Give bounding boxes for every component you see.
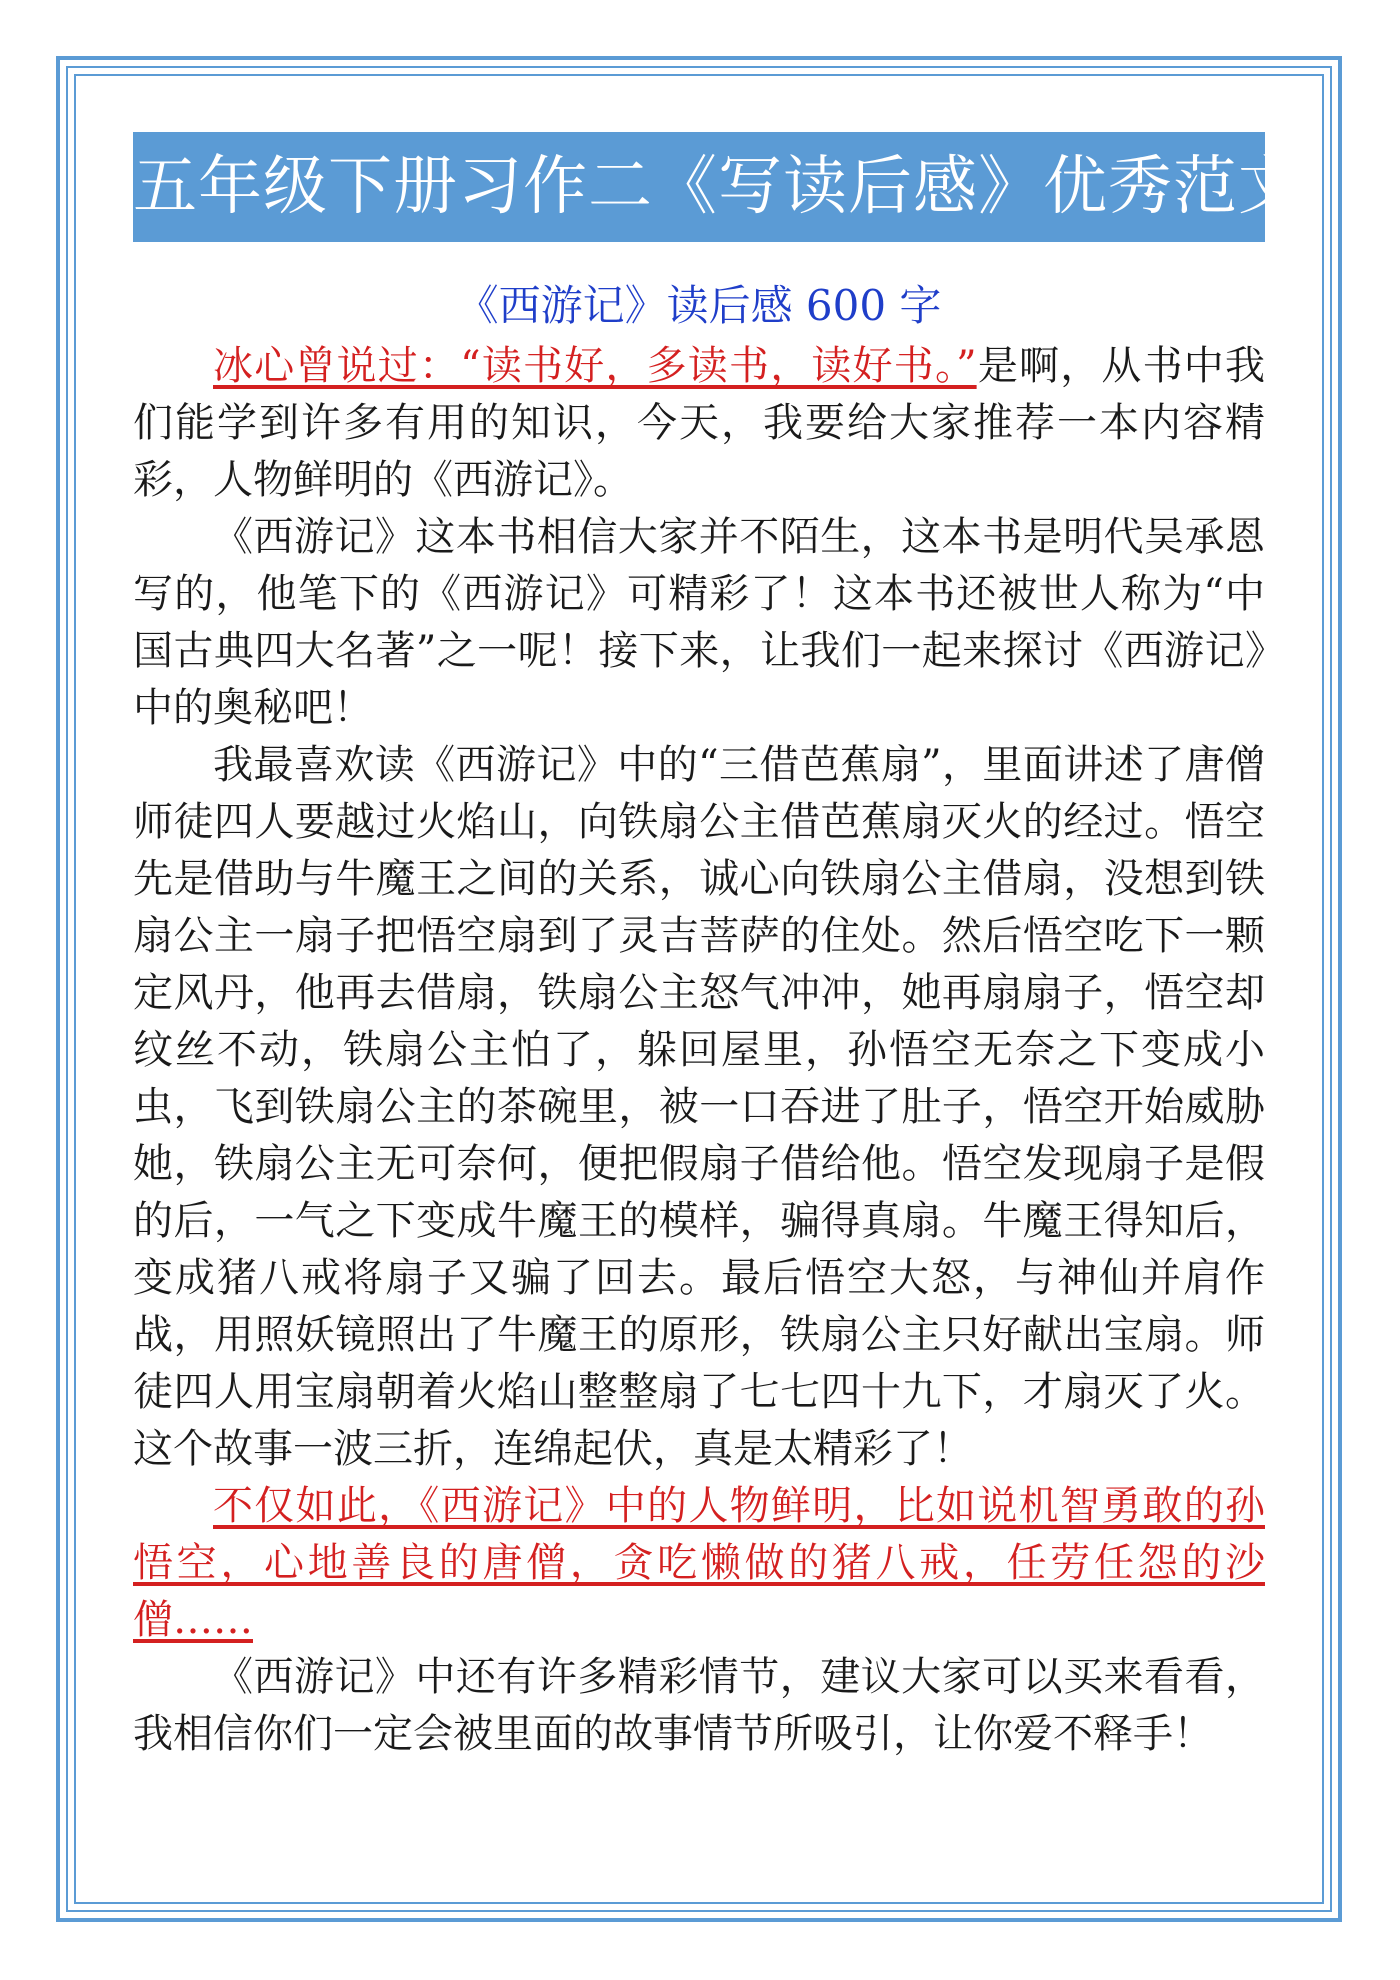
- quote-highlight: 冰心曾说过：“读书好，多读书，读好书。”: [213, 343, 977, 389]
- paragraph-3: 我最喜欢读《西游记》中的“三借芭蕉扇”，里面讲述了唐僧师徒四人要越过火焰山，向铁扇公主借芭蕉扇灭火的经过。悟空先是借助与牛魔王之间的关系，诚心向铁扇公主借扇，没想到铁扇公主一扇子把悟空扇到了灵吉菩萨的住处。然后悟空吃下一颗定风丹，他再去借扇，铁扇公主怒气冲冲，她再扇扇子，悟空却纹丝不动，铁扇公主怕了，躲回屋里，孙悟空无奈之下变成小虫，飞到铁扇公主的茶碗里，被一口吞进了肚子，悟空开始威胁她，铁扇公主无可奈何，便把假扇子借给他。悟空发现扇子是假的后，一气之下变成牛魔王的模样，骗得真扇。牛魔王得知后，变成猪八戒将扇子又骗了回去。最后悟空大怒，与神仙并肩作战，用照妖镜照出了牛魔王的原形，铁扇公主只好献出宝扇。师徒四人用宝扇朝着火焰山整整扇了七七四十九下，才扇灭了火。这个故事一波三折，连绵起伏，真是太精彩了！: [133, 742, 1265, 1472]
- essay-subtitle: 《西游记》读后感 600 字: [456, 281, 942, 330]
- essay-body: [133, 338, 1265, 1763]
- characters-highlight: 不仅如此，《西游记》中的人物鲜明，比如说机智勇敢的孙悟空，心地善良的唐僧，贪吃懒做的猪八戒，任劳任怨的沙僧……: [133, 1483, 1265, 1643]
- paragraph-1-rest: 是啊，从书中我们能学到许多有用的知识，今天，我要给大家推荐一本内容精彩，人物鲜明的《西游记》。: [133, 343, 1265, 503]
- paragraph-1: [133, 338, 1265, 509]
- paragraph-4: [133, 1478, 1265, 1649]
- paragraph-5: 《西游记》中还有许多精彩情节，建议大家可以买来看看，我相信你们一定会被里面的故事情节所吸引，让你爱不释手！: [133, 1654, 1265, 1757]
- paragraph-2: 《西游记》这本书相信大家并不陌生，这本书是明代吴承恩写的，他笔下的《西游记》可精彩了！这本书还被世人称为“中国古典四大名著”之一呢！接下来，让我们一起来探讨《西游记》中的奥秘吧！: [133, 514, 1265, 731]
- page-title: 五年级下册习作二《写读后感》优秀范文: [133, 132, 1265, 242]
